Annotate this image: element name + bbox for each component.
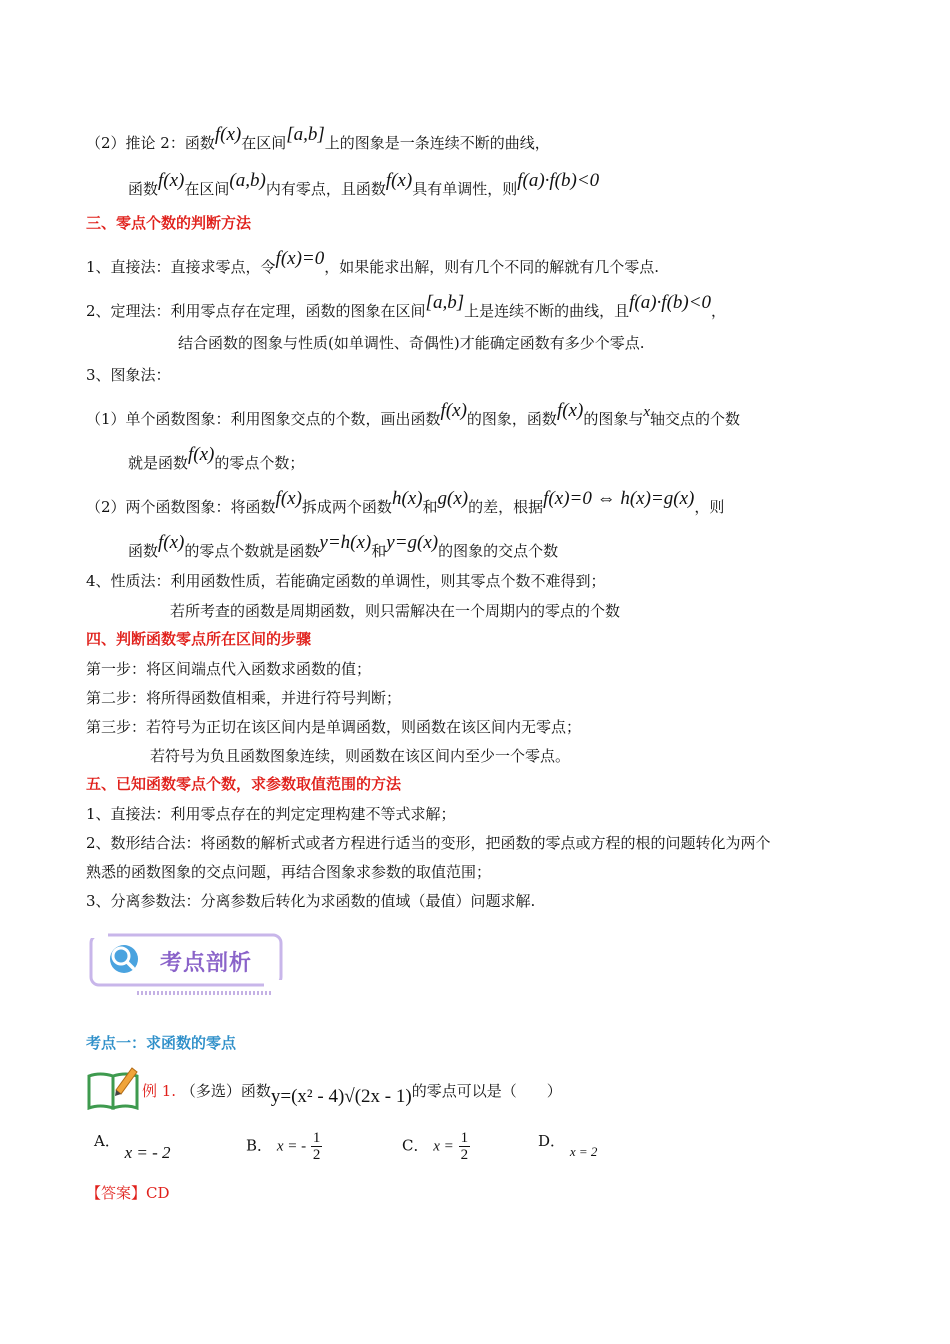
param-method-3: 3、分离参数法：分离参数后转化为求函数的值域（最值）问题求解.: [86, 892, 536, 910]
banner-title: 考点剖析: [160, 951, 253, 976]
magnifier-icon: [110, 945, 138, 973]
option-a[interactable]: A． x = - 2: [94, 1132, 171, 1162]
step-2: 第二步：将所得函数值相乘，并进行符号判断；: [86, 689, 402, 707]
step-1: 第一步：将区间端点代入函数求函数的值；: [86, 660, 372, 678]
method-3-1: （1）单个函数图象：利用图象交点的个数，画出函数f(x)的图象，函数f(x)的图象与x轴交点的个数: [86, 400, 741, 428]
step-3: 第三步：若符号为正切在该区间内是单调函数，则函数在该区间内无零点；: [86, 718, 582, 736]
param-method-2: 2、数形结合法：将函数的解析式或者方程进行适当的变形，把函数的零点或方程的根的问题转化为两个: [86, 834, 771, 852]
section-3-heading: 三、零点个数的判断方法: [86, 214, 252, 232]
book-pen-icon: [86, 1064, 140, 1110]
example-1-label: 例 1.: [142, 1082, 177, 1100]
param-method-1: 1、直接法：利用零点存在的判定定理构建不等式求解；: [86, 805, 456, 823]
method-2: 2、定理法：利用零点存在定理，函数的图象在区间[a,b]上是连续不断的曲线，且f(a)·f(b)<0，: [86, 292, 727, 320]
answer-line: [86, 1182, 170, 1204]
section-4-heading: 四、判断函数零点所在区间的步骤: [86, 630, 312, 648]
method-4: 4、性质法：利用函数性质，若能确定函数的单调性，则其零点个数不难得到；: [86, 572, 606, 590]
corollary-2-line2: 函数f(x)在区间(a,b)内有零点，且函数f(x)具有单调性，则f(a)·f(b)<0: [128, 170, 600, 198]
option-c[interactable]: C． x = $\frac{1}{2}$: [402, 1130, 469, 1163]
section-5-heading: 五、已知函数零点个数，求参数取值范围的方法: [86, 775, 402, 793]
option-d[interactable]: D． x = 2: [538, 1132, 598, 1159]
method-4-line2: 若所考查的函数是周期函数，则只需解决在一个周期内的零点的个数: [170, 602, 621, 620]
keypoint-1-title: 考点一：求函数的零点: [86, 1034, 237, 1052]
method-3-2: （2）两个函数图象：将函数f(x)拆成两个函数h(x)和g(x)的差，根据f(x)=0 ⇔ h(x)=g(x)，则: [86, 488, 725, 516]
corollary-2-line1: （2）推论 2：函数f(x)在区间[a,b]上的图象是一条连续不断的曲线，: [86, 124, 550, 152]
step-3-line2: 若符号为负且函数图象连续，则函数在该区间内至少一个零点。: [150, 747, 571, 765]
answer-value: CD: [146, 1184, 170, 1202]
method-1: 1、直接法：直接求零点，令f(x)=0，如果能求出解，则有几个不同的解就有几个零点.: [86, 248, 660, 276]
section-banner: [88, 932, 286, 996]
fraction: $\frac{1}{2}$: [460, 1130, 469, 1163]
example-1-stem: 例 1. （多选）函数y=(x² - 4)√(2x - 1)的零点可以是（ ）: [142, 1082, 562, 1107]
answer-tag: 【答案】: [86, 1184, 147, 1202]
method-3-2-line2: 函数f(x)的零点个数就是函数y=h(x)和y=g(x)的图象的交点个数: [128, 532, 559, 560]
option-b[interactable]: B． x = - $\frac{1}{2}$: [246, 1130, 321, 1163]
method-2-line2: 结合函数的图象与性质(如单调性、奇偶性)才能确定函数有多少个零点.: [178, 334, 645, 352]
fraction: $\frac{1}{2}$: [312, 1130, 321, 1163]
method-3: 3、图象法：: [86, 366, 171, 384]
method-3-1-line2: 就是函数f(x)的零点个数；: [128, 444, 305, 472]
param-method-2-line2: 熟悉的函数图象的交点问题，再结合图象求参数的取值范围；: [86, 863, 492, 881]
